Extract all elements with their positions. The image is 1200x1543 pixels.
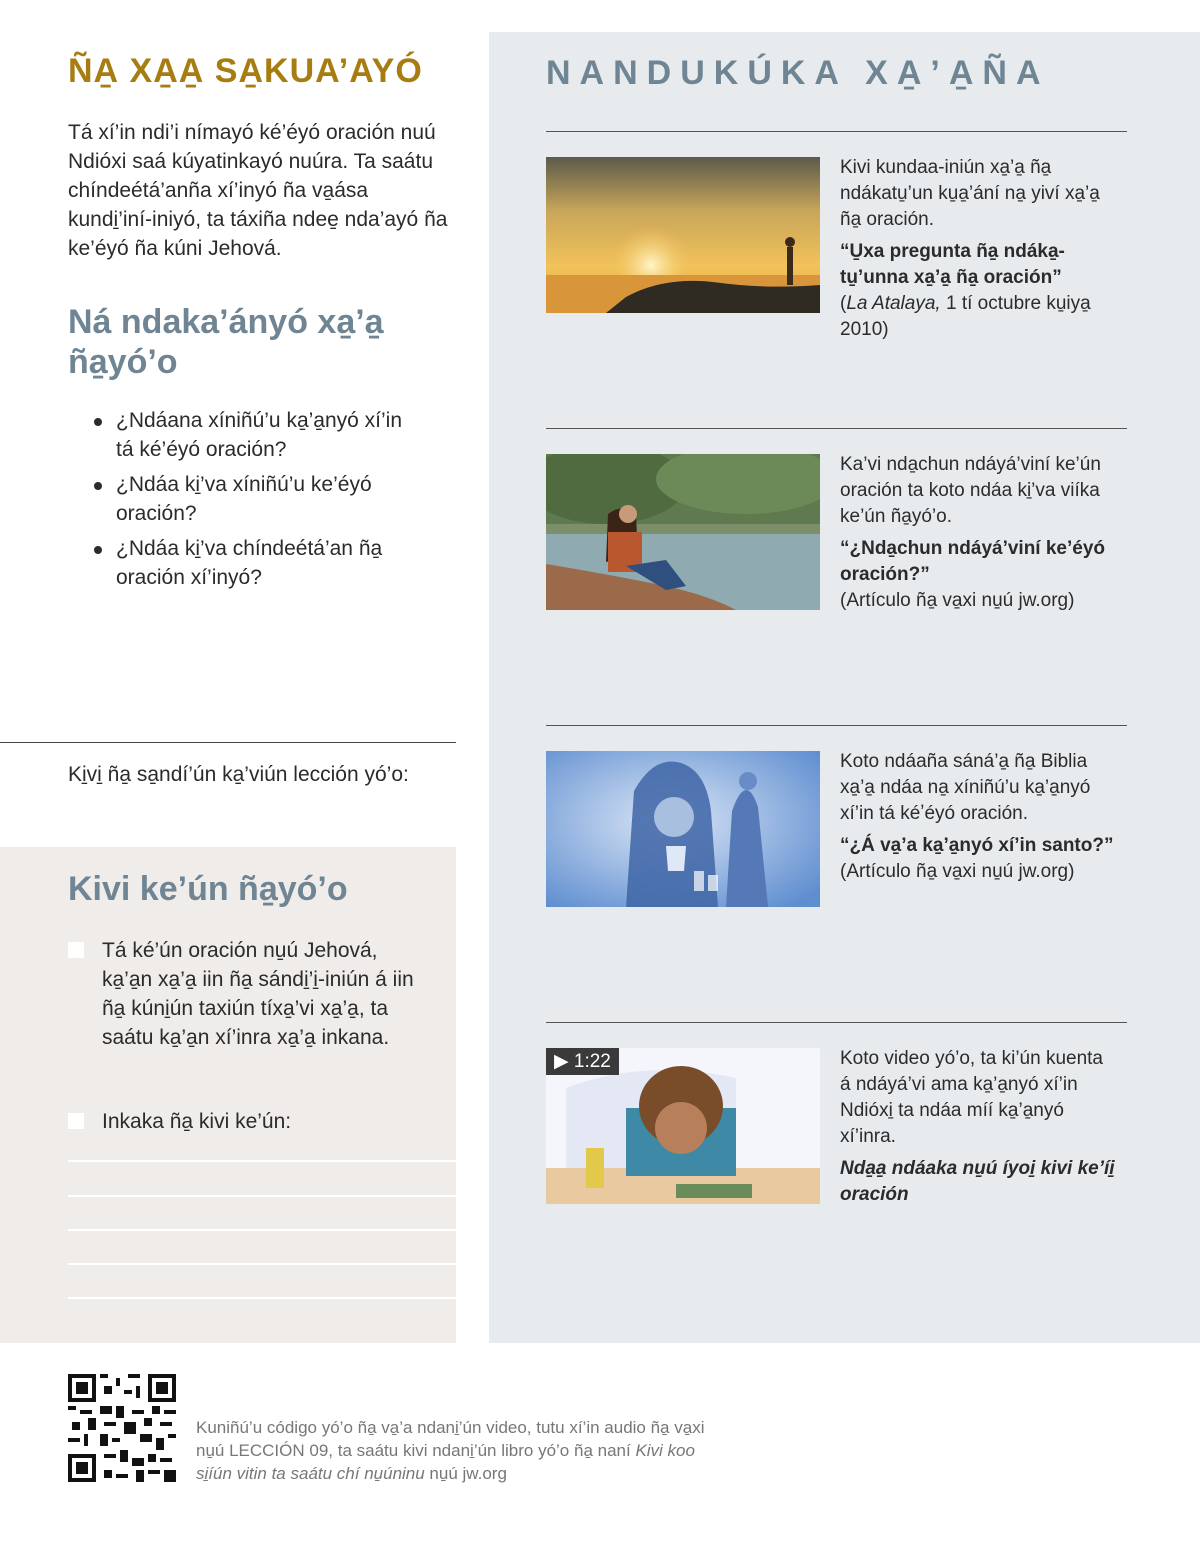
item-source-rest: 1 tí octubre ku̱iya̱ 2010) (840, 293, 1091, 340)
explore-item-3 (840, 749, 1115, 885)
goal-item-other[interactable] (68, 1107, 428, 1136)
goal-checkbox[interactable] (68, 1113, 84, 1129)
section-divider (0, 742, 456, 743)
goal-checkbox[interactable] (68, 942, 84, 958)
footer-book-title: Kivi koo si̱íún vitin ta saátu chí nu̱úninu (196, 1441, 695, 1483)
item-divider (546, 131, 1127, 132)
item-source: (Artículo ña̱ va̱xi nu̱ú jw.org) (840, 861, 1075, 882)
footer-text-start: Kuniñú’u código yó’o ña̱ va̱’a ndani̱’ún video, tutu xí’in audio ña̱ va̱xi nu̱ú LECCIÓN 09, ta saátu kivi ndani̱’ún libro yó’o ña̱ naní (196, 1418, 705, 1460)
woman-by-lake-image[interactable] (546, 454, 820, 610)
write-line[interactable] (68, 1160, 456, 1162)
item-divider (546, 1022, 1127, 1023)
item-divider (546, 428, 1127, 429)
explore-item-1 (840, 155, 1115, 343)
item-description: Ka’vi nda̱chun ndáyá’viní ke’ún oración ta koto ndáa ki̱’va viíka ke’ún ña̱yó’o. (840, 454, 1101, 527)
woman-praying-statue-image[interactable] (546, 751, 820, 907)
item-source-italic: La Atalaya, (846, 293, 941, 314)
item-description: Koto ndáaña sáná’a̱ ña̱ Biblia xa̱’a̱ ndáa na̱ xíniñú’u ka̱’a̱nyó xí’in tá kéʼéyó oración. (840, 751, 1091, 824)
item-source: (Artículo ña̱ va̱xi nu̱ú jw.org) (840, 590, 1075, 611)
review-question: ¿Ndáa ki̱’va chíndeétá’an ña̱ oración xí’inyó? (92, 534, 412, 592)
item-description: Koto video yó’o, ta ki’ún kuenta á ndáyá’vi ama ka̱’a̱nyó xí’in Ndióxi̱ ta ndáa míí ka̱’a̱nyó xí’inra. (840, 1048, 1104, 1147)
footer-text-end: nu̱ú jw.org (424, 1464, 507, 1483)
write-line[interactable] (68, 1229, 456, 1231)
item-video-title[interactable]: Nda̱a̱ ndáaka nu̱ú íyoi̱ kivi ke’íi̱ oración (840, 1158, 1115, 1205)
review-question: ¿Ndáana xíniñú’u ka̱’a̱nyó xí’in tá ké’éyó oración? (92, 406, 412, 464)
footer-text (196, 1416, 716, 1485)
review-question: ¿Ndáa ki̱’va xíniñú’u ke’éyó oración? (92, 470, 412, 528)
summary-title: ÑA̱ XA̱A̱ SA̱KUA’AYÓ (68, 52, 423, 90)
explore-item-2 (840, 452, 1115, 614)
item-link-title[interactable]: “U̱xa pregunta ña̱ ndáka̱-tu̱’unna xa̱’a̱ ña̱ oración” (840, 241, 1065, 288)
explore-item-4 (840, 1046, 1115, 1208)
goal-text: Tá ké’ún oración nu̱ú Jehová, ka̱’a̱n xa̱’a̱ iin ña̱ sándi̱’i̱-iniún á iin ña̱ kúni̱ún taxiún tíxa̱’vi xa̱’a̱, ta saátu ka̱’a̱n xí’inra xa̱’a̱ inkana. (102, 939, 414, 1049)
write-line[interactable] (68, 1195, 456, 1197)
qr-code-icon[interactable] (68, 1374, 176, 1482)
summary-text: Tá xí’in ndi’i nímayó ké’éyó oración nuú Ndióxi saá kúyatinkayó nuúra. Ta saátu chíndeétá’anña xí’inyó ña va̱ása kundi̱’iní-iniyó, ta táxiña ndee̱ nda’ayó ña ke’éyó ña kúni Jehová. (68, 121, 448, 260)
explore-title: NANDUKÚKA XA̱’A̱ÑA (546, 54, 1050, 92)
goals-title: Kivi ke’ún ña̱yó’o (68, 870, 348, 908)
goal-text: Inkaka ña̱ kivi ke’ún: (102, 1110, 292, 1133)
goal-item[interactable] (68, 936, 428, 1052)
item-divider (546, 725, 1127, 726)
sunset-shore-image[interactable] (546, 157, 820, 313)
write-line[interactable] (68, 1263, 456, 1265)
item-link-title[interactable]: “¿Nda̱chun ndáyá’viní ke’éyó oración?” (840, 538, 1106, 585)
completion-date-prompt: Ki̱vi̱ ña̱ sa̱ndí’ún ka̱’viún lección yó’o: (68, 763, 409, 786)
write-line[interactable] (68, 1297, 456, 1299)
child-praying-video-image[interactable] (546, 1048, 820, 1204)
item-link-title[interactable]: “¿Á va̱’a ka̱’a̱nyó xí’in santo?” (840, 835, 1114, 856)
item-description: Kivi kundaa-iniún xa̱’a̱ ña̱ ndákatu̱’un ku̱a̱’ání na̱ yiví xa̱’a̱ ña̱ oración. (840, 157, 1100, 230)
review-questions (92, 406, 412, 598)
review-title: Ná ndaka’ányó xa̱’a̱ ña̱yó’o (68, 303, 384, 381)
goals-box (0, 847, 456, 1343)
video-duration-badge[interactable]: ▶ 1:22 (546, 1048, 619, 1075)
item-source: (La Atalaya, 1 tí octubre ku̱iya̱ 2010) (840, 293, 1091, 340)
